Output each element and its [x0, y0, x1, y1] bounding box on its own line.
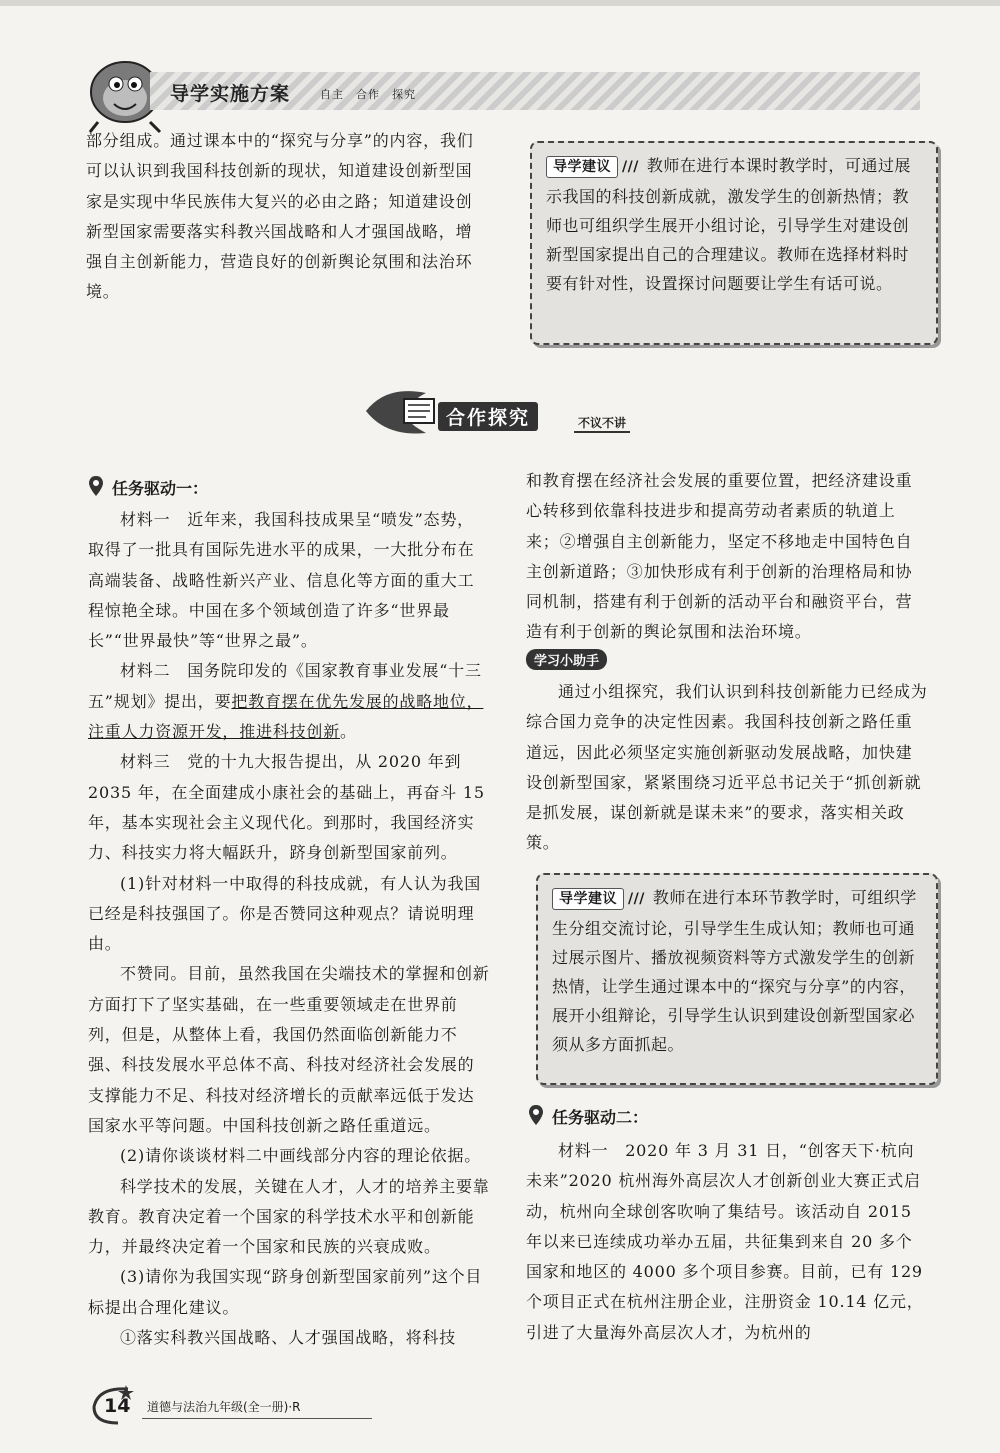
task2-column — [526, 1136, 928, 1348]
task1-material3: 材料三 党的十九大报告提出，从 2020 年到 2035 年，在全面建成小康社会的基础上，再奋斗 15 年，基本实现社会主义现代化。到那时，我国经济实力、科技实力将大幅跃升，跻身创新型国家前列。 — [88, 752, 485, 863]
slash-decoration-icon: /// — [622, 159, 639, 175]
material2-underlined: 把教育摆在优先发展的战略地位，注重人力资源开发，推进科技创新 — [88, 691, 484, 742]
study-helper-tag: 学习小助手 — [526, 649, 607, 670]
answer-3-start: ①落实科教兴国战略、人才强国战略，将科技 — [120, 1328, 457, 1348]
slash-decoration-icon-2: /// — [628, 891, 645, 907]
task2-material1: 材料一 2020 年 3 月 31 日，“创客天下·杭向未来”2020 杭州海外高层次人才创新创业大赛正式启动，杭州向全球创客吹响了集结号。该活动自 2015 年以来已连续成功举办五届，共征集到来自 20 多个国家和地区的 4000 多个项目参赛。目前，已有 129 个项目正式在杭州注册企业，注册资金 10.14 亿元，引进了大量海外高层次人才，为杭州的 — [526, 1141, 924, 1342]
header-title: 导学实施方案 — [170, 83, 291, 105]
task1-left-column — [88, 505, 490, 1353]
location-pin-icon-2 — [528, 1104, 544, 1126]
section-subtitle: 不议不讲 — [574, 414, 630, 433]
task1-material1: 材料一 近年来，我国科技成果呈“喷发”态势，取得了一批具有国际先进水平的成果，一大批分布在高端装备、战略性新兴产业、信息化等方面的重大工程惊艳全球。中国在多个领域创造了许多“世界最长”“世界最快”等“世界之最”。 — [88, 510, 475, 651]
answer-3-continued: 和教育摆在经济社会发展的重要位置，把经济建设重心转移到依靠科技进步和提高劳动者素质的轨道上来；②增强自主创新能力，坚定不移地走中国特色自主创新道路；③加快形成有利于创新的治理格局和协同机制，搭建有利于创新的活动平台和融资平台，营造有利于创新的舆论氛围和法治环境。 — [526, 471, 913, 642]
task2-label: 任务驱动二： — [552, 1108, 649, 1127]
header-subtitle: 自主 合作 探究 — [320, 88, 416, 101]
page-number: 14 — [104, 1395, 131, 1417]
answer-1: 不赞同。目前，虽然我国在尖端技术的掌握和创新方面打下了坚实基础，在一些重要领域走在世界前列，但是，从整体上看，我国仍然面临创新能力不强、科技发展水平总体不高、科技对经济社会发展的支撑能力不足、科技对经济增长的贡献率远低于发达国家水平等问题。中国科技创新之路任重道远。 — [88, 964, 490, 1135]
suggestion-text: 教师在进行本课时教学时，可通过展示我国的科技创新成就，激发学生的创新热情；教师也可组织学生展开小组讨论，引导学生对建设创新型国家提出自己的合理建议。教师在选择材料时要有针对性，设置探讨问题要让学生有话可说。 — [546, 156, 911, 293]
suggestion-tag: 导学建议 — [546, 156, 618, 178]
suggestion-tag-2: 导学建议 — [552, 888, 624, 910]
intro-column — [86, 126, 488, 308]
teaching-suggestion-box — [530, 141, 938, 345]
book-title: 道德与法治九年级(全一册)·R — [147, 1400, 301, 1414]
answer-2: 科学技术的发展，关键在人才，人才的培养主要靠教育。教育决定着一个国家的科学技术水平和创新能力，并最终决定着一个国家和民族的兴衰成败。 — [88, 1176, 490, 1257]
intro-paragraph: 部分组成。通过课本中的“探究与分享”的内容，我们可以认识到我国科技创新的现状，知道建设创新型国家是实现中华民族伟大复兴的必由之路；知道建设创新型国家需要落实科教兴国战略和人才强国战略，增强自主创新能力，营造良好的创新舆论氛围和法治环境。 — [86, 131, 474, 302]
task1-material2 — [88, 656, 490, 747]
location-pin-icon — [88, 475, 104, 497]
suggestion-text-2: 教师在进行本环节教学时，可组织学生分组交流讨论，引导学生生成认知；教师也可通过展示图片、播放视频资料等方式激发学生的创新热情，让学生通过课本中的“探究与分享”的内容，展开小组辩论，引导学生认识到建设创新型国家必须从多方面抓起。 — [552, 888, 917, 1054]
study-helper-text: 通过小组探究，我们认识到科技创新能力已经成为综合国力竞争的决定性因素。我国科技创新之路任重道远，因此必须坚定实施创新驱动发展战略，加快建设创新型国家，紧紧围绕习近平总书记关于“抓创新就是抓发展，谋创新就是谋未来”的要求，落实相关政策。 — [526, 682, 928, 853]
material2-end: 。 — [340, 722, 357, 742]
task1-label: 任务驱动一： — [112, 479, 209, 498]
question-1: (1)针对材料一中取得的科技成就，有人认为我国已经是科技强国了。你是否赞同这种观点？请说明理由。 — [88, 873, 482, 954]
section-title: 合作探究 — [438, 402, 538, 431]
footer-rule — [142, 1418, 372, 1419]
question-2: (2)请你谈谈材料二中画线部分内容的理论依据。 — [120, 1146, 482, 1166]
teaching-suggestion-box-2 — [536, 873, 938, 1085]
study-helper-column — [526, 677, 928, 859]
top-rule — [0, 0, 1000, 6]
question-3: (3)请你为我国实现“跻身创新型国家前列”这个目标提出合理化建议。 — [88, 1267, 483, 1317]
material2-text: 材料二 国务院印发的《国家教育事业发展“十三五”规划》提出，要 — [88, 661, 482, 711]
task1-right-column — [526, 466, 928, 648]
